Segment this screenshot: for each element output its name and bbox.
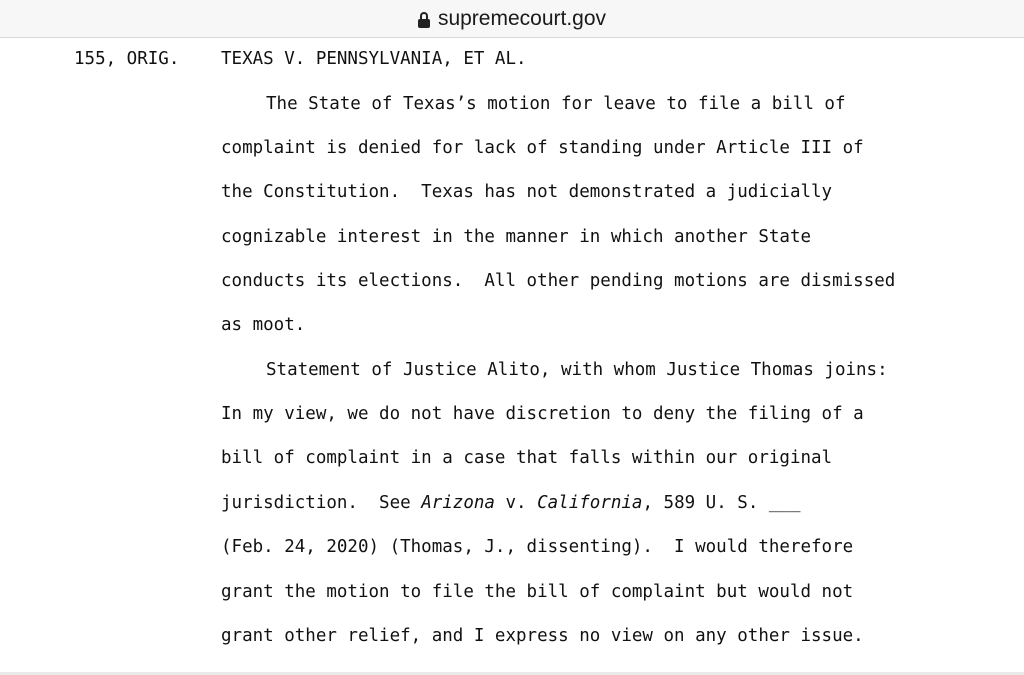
- statement-line: grant the motion to file the bill of complaint but would not: [221, 582, 854, 602]
- statement-heading-line: Statement of Justice Alito, with whom Justice Thomas joins:: [266, 360, 888, 380]
- case-number: 155, ORIG.: [74, 49, 180, 69]
- citation-versus: v.: [494, 493, 538, 513]
- lock-icon: [418, 12, 430, 28]
- citation-prefix: jurisdiction. See: [221, 493, 422, 513]
- paragraph1-line: The State of Texas’s motion for leave to file a bill of: [266, 94, 846, 114]
- paragraph1-line: the Constitution. Texas has not demonstrated a judicially: [221, 182, 833, 202]
- statement-line: grant other relief, and I express no view on any other issue.: [221, 626, 864, 646]
- case-name-arizona: Arizona: [421, 493, 495, 513]
- statement-line: bill of complaint in a case that falls within our original: [221, 448, 833, 468]
- statement-line-citation: [221, 491, 801, 515]
- paragraph1-line: complaint is denied for lack of standing under Article III of: [221, 138, 864, 158]
- case-title: TEXAS V. PENNSYLVANIA, ET AL.: [221, 49, 527, 69]
- statement-line: In my view, we do not have discretion to deny the filing of a: [221, 404, 864, 424]
- citation-suffix: , 589 U. S. ___: [642, 493, 801, 513]
- statement-line: (Feb. 24, 2020) (Thomas, J., dissenting). I would therefore: [221, 537, 854, 557]
- address-bar[interactable]: [0, 0, 1024, 38]
- order-document: [0, 38, 1024, 668]
- case-name-california: California: [537, 493, 643, 513]
- paragraph1-line: as moot.: [221, 315, 306, 335]
- paragraph1-line: cognizable interest in the manner in which another State: [221, 227, 812, 247]
- url-text[interactable]: supremecourt.gov: [437, 6, 607, 30]
- paragraph1-line: conducts its elections. All other pending motions are dismissed: [221, 271, 896, 291]
